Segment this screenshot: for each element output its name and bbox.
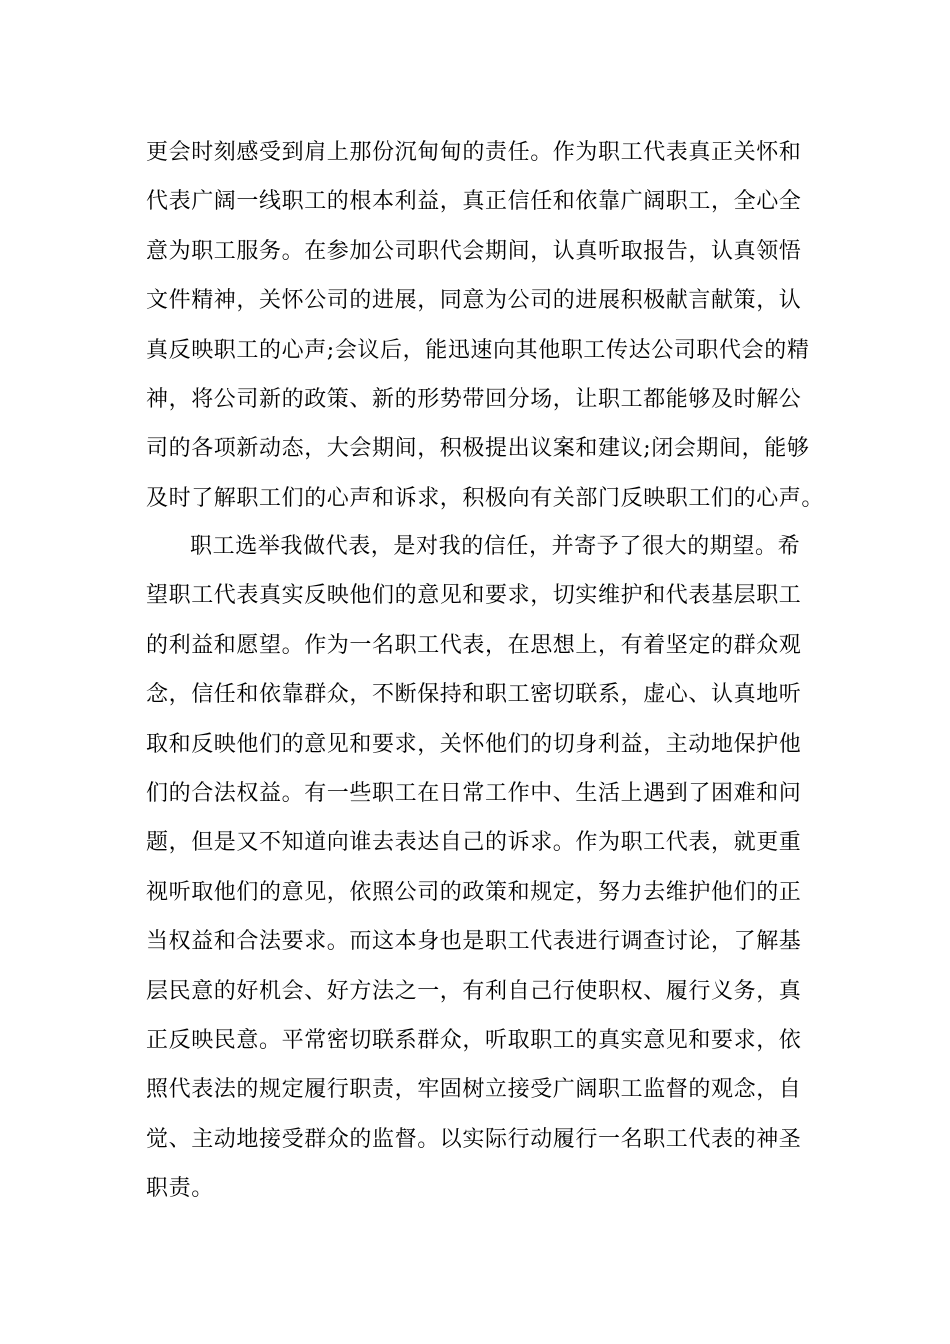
text-line: 望职工代表真实反映他们的意见和要求，切实维护和代表基层职工: [146, 583, 802, 609]
text-line: 觉、主动地接受群众的监督。以实际行动履行一名职工代表的神圣: [146, 1126, 802, 1152]
text-line: 取和反映他们的意见和要求，关怀他们的切身利益，主动地保护他: [146, 731, 802, 757]
text-line: 真反映职工的心声;会议后，能迅速向其他职工传达公司职代会的精: [146, 337, 810, 363]
text-line: 层民意的好机会、好方法之一，有利自己行使职权、履行义务，真: [146, 978, 802, 1004]
text-line: 职工选举我做代表，是对我的信任，并寄予了很大的期望。希: [190, 534, 801, 559]
text-line: 职责。: [146, 1176, 214, 1202]
text-line: 视听取他们的意见，依照公司的政策和规定，努力去维护他们的正: [146, 879, 802, 905]
paragraph-1: [146, 128, 825, 523]
text-line: 更会时刻感受到肩上那份沉甸甸的责任。作为职工代表真正关怀和: [146, 140, 802, 165]
text-line: 司的各项新动态，大会期间，积极提出议案和建议;闭会期间，能够: [146, 436, 810, 462]
text-line: 文件精神，关怀公司的进展，同意为公司的进展积极献言献策，认: [146, 288, 802, 314]
text-line: 照代表法的规定履行职责，牢固树立接受广阔职工监督的观念，自: [146, 1077, 802, 1103]
text-line: 代表广阔一线职工的根本利益，真正信任和依靠广阔职工，全心全: [146, 189, 802, 215]
text-line: 神，将公司新的政策、新的形势带回分场，让职工都能够及时解公: [146, 386, 802, 412]
text-line: 念，信任和依靠群众，不断保持和职工密切联系，虚心、认真地听: [146, 682, 802, 708]
paragraph-2: [146, 522, 806, 1213]
text-line: 及时了解职工们的心声和诉求，积极向有关部门反映职工们的心声。: [146, 485, 825, 511]
text-line: 正反映民意。平常密切联系群众，听取职工的真实意见和要求，依: [146, 1027, 802, 1053]
text-line: 题，但是又不知道向谁去表达自己的诉求。作为职工代表，就更重: [146, 830, 802, 856]
text-line: 的利益和愿望。作为一名职工代表，在思想上，有着坚定的群众观: [146, 632, 802, 658]
text-line: 们的合法权益。有一些职工在日常工作中、生活上遇到了困难和问: [146, 780, 802, 806]
text-line: 意为职工服务。在参加公司职代会期间，认真听取报告，认真领悟: [146, 238, 802, 264]
text-line: 当权益和合法要求。而这本身也是职工代表进行调查讨论，了解基: [146, 929, 802, 955]
